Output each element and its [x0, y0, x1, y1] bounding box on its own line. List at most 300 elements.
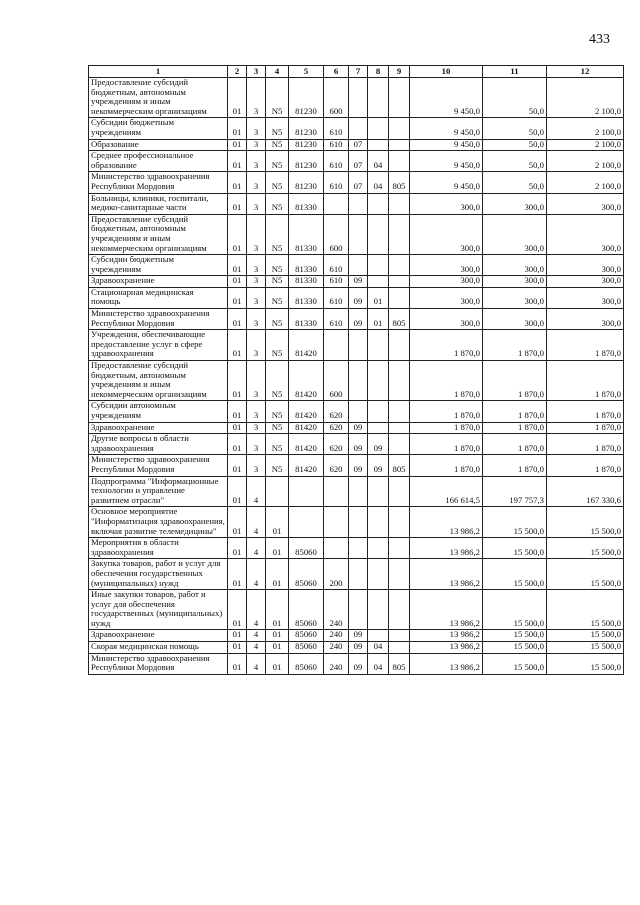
amount-cell: 2 100,0 [547, 151, 624, 172]
amount-cell: 13 986,2 [410, 642, 483, 654]
column-header: 1 [89, 66, 228, 78]
amount-cell: 1 870,0 [410, 434, 483, 455]
budget-table [88, 65, 624, 675]
code-cell: 01 [228, 139, 247, 151]
code-cell: 09 [349, 653, 368, 674]
code-cell: 81330 [289, 193, 324, 214]
code-cell: 01 [266, 559, 289, 590]
code-cell [368, 361, 389, 401]
code-cell [368, 476, 389, 507]
code-cell [289, 507, 324, 538]
code-cell: N5 [266, 118, 289, 139]
code-cell [389, 330, 410, 361]
code-cell: 85060 [289, 559, 324, 590]
code-cell: 01 [228, 422, 247, 434]
code-cell [368, 330, 389, 361]
code-cell [389, 476, 410, 507]
code-cell [368, 193, 389, 214]
code-cell [349, 330, 368, 361]
row-name-cell: Здравоохранение [89, 422, 228, 434]
code-cell [368, 422, 389, 434]
code-cell: 81420 [289, 401, 324, 422]
table-row [89, 434, 624, 455]
code-cell [368, 214, 389, 254]
column-header: 6 [324, 66, 349, 78]
code-cell: 81230 [289, 78, 324, 118]
amount-cell: 1 870,0 [547, 455, 624, 476]
amount-cell: 1 870,0 [483, 422, 547, 434]
table-row [89, 476, 624, 507]
amount-cell: 1 870,0 [547, 434, 624, 455]
code-cell: 3 [247, 276, 266, 288]
code-cell [349, 214, 368, 254]
code-cell: 01 [228, 401, 247, 422]
code-cell: 07 [349, 139, 368, 151]
amount-cell: 300,0 [547, 214, 624, 254]
amount-cell: 15 500,0 [483, 538, 547, 559]
code-cell: 3 [247, 287, 266, 308]
row-name-cell: Министерство здравоохранения Республики Мордовия [89, 309, 228, 330]
table-row [89, 287, 624, 308]
column-header: 12 [547, 66, 624, 78]
amount-cell: 1 870,0 [483, 434, 547, 455]
code-cell [368, 538, 389, 559]
code-cell: 3 [247, 309, 266, 330]
table-row [89, 401, 624, 422]
code-cell: 81330 [289, 214, 324, 254]
code-cell: 610 [324, 309, 349, 330]
amount-cell: 1 870,0 [547, 401, 624, 422]
code-cell [349, 118, 368, 139]
code-cell [389, 401, 410, 422]
code-cell: 805 [389, 309, 410, 330]
code-cell: 01 [228, 630, 247, 642]
amount-cell: 50,0 [483, 172, 547, 193]
amount-cell: 300,0 [547, 255, 624, 276]
amount-cell: 13 986,2 [410, 653, 483, 674]
code-cell: 01 [228, 507, 247, 538]
amount-cell: 300,0 [410, 255, 483, 276]
code-cell: 805 [389, 455, 410, 476]
code-cell [389, 118, 410, 139]
amount-cell: 1 870,0 [547, 361, 624, 401]
code-cell: 01 [228, 276, 247, 288]
code-cell: 85060 [289, 653, 324, 674]
code-cell: 4 [247, 590, 266, 630]
code-cell [349, 507, 368, 538]
amount-cell: 9 450,0 [410, 118, 483, 139]
code-cell: 09 [349, 434, 368, 455]
code-cell: 01 [228, 559, 247, 590]
code-cell: 01 [266, 507, 289, 538]
code-cell [368, 630, 389, 642]
code-cell: 09 [349, 287, 368, 308]
code-cell: 01 [228, 455, 247, 476]
code-cell [324, 330, 349, 361]
amount-cell: 1 870,0 [547, 422, 624, 434]
code-cell: 240 [324, 630, 349, 642]
amount-cell: 13 986,2 [410, 630, 483, 642]
amount-cell: 300,0 [547, 287, 624, 308]
row-name-cell: Предоставление субсидий бюджетным, автономным учреждениям и иным некоммерческим организациям [89, 214, 228, 254]
code-cell: 4 [247, 630, 266, 642]
code-cell: 3 [247, 361, 266, 401]
code-cell: 04 [368, 642, 389, 654]
code-cell: 600 [324, 78, 349, 118]
code-cell: 09 [368, 455, 389, 476]
code-cell [389, 590, 410, 630]
table-row [89, 330, 624, 361]
amount-cell: 13 986,2 [410, 559, 483, 590]
amount-cell: 300,0 [483, 276, 547, 288]
code-cell: 01 [228, 642, 247, 654]
code-cell: 01 [228, 538, 247, 559]
row-name-cell: Образование [89, 139, 228, 151]
code-cell: 85060 [289, 630, 324, 642]
amount-cell: 1 870,0 [410, 330, 483, 361]
amount-cell: 1 870,0 [410, 455, 483, 476]
amount-cell: 1 870,0 [410, 422, 483, 434]
row-name-cell: Субсидии бюджетным учреждениям [89, 118, 228, 139]
row-name-cell: Субсидии автономным учреждениям [89, 401, 228, 422]
code-cell: 81330 [289, 255, 324, 276]
amount-cell: 9 450,0 [410, 139, 483, 151]
code-cell [389, 151, 410, 172]
amount-cell: 50,0 [483, 118, 547, 139]
amount-cell: 15 500,0 [547, 538, 624, 559]
code-cell [389, 507, 410, 538]
column-header: 2 [228, 66, 247, 78]
code-cell: 610 [324, 139, 349, 151]
code-cell: 3 [247, 422, 266, 434]
code-cell: 3 [247, 172, 266, 193]
code-cell: N5 [266, 401, 289, 422]
code-cell: 3 [247, 193, 266, 214]
code-cell: N5 [266, 139, 289, 151]
table-row [89, 193, 624, 214]
table-row [89, 538, 624, 559]
code-cell: 240 [324, 642, 349, 654]
amount-cell: 1 870,0 [547, 330, 624, 361]
code-cell: 81230 [289, 139, 324, 151]
column-header: 9 [389, 66, 410, 78]
table-row [89, 630, 624, 642]
table-row [89, 172, 624, 193]
table-row [89, 455, 624, 476]
code-cell: 04 [368, 151, 389, 172]
row-name-cell: Министерство здравоохранения Республики Мордовия [89, 455, 228, 476]
code-cell: 01 [228, 118, 247, 139]
code-cell: 01 [368, 309, 389, 330]
code-cell: 81230 [289, 172, 324, 193]
amount-cell: 300,0 [483, 193, 547, 214]
code-cell [324, 507, 349, 538]
code-cell: 200 [324, 559, 349, 590]
row-name-cell: Среднее профессиональное образование [89, 151, 228, 172]
code-cell: 805 [389, 653, 410, 674]
column-header: 3 [247, 66, 266, 78]
table-row [89, 255, 624, 276]
amount-cell: 300,0 [410, 309, 483, 330]
code-cell: 04 [368, 653, 389, 674]
code-cell: N5 [266, 78, 289, 118]
code-cell: 01 [228, 151, 247, 172]
code-cell [349, 361, 368, 401]
row-name-cell: Скорая медицинская помощь [89, 642, 228, 654]
amount-cell: 15 500,0 [483, 590, 547, 630]
code-cell: 4 [247, 507, 266, 538]
code-cell: 3 [247, 330, 266, 361]
row-name-cell: Иные закупки товаров, работ и услуг для обеспечения государственных (муниципальных) нужд [89, 590, 228, 630]
table-row [89, 151, 624, 172]
code-cell: 01 [228, 590, 247, 630]
code-cell: 3 [247, 118, 266, 139]
code-cell: N5 [266, 309, 289, 330]
code-cell: 09 [349, 276, 368, 288]
code-cell [349, 255, 368, 276]
code-cell: 01 [266, 590, 289, 630]
code-cell: 09 [368, 434, 389, 455]
code-cell [389, 214, 410, 254]
amount-cell: 300,0 [410, 214, 483, 254]
amount-cell: 167 330,6 [547, 476, 624, 507]
code-cell: 3 [247, 455, 266, 476]
code-cell: 81420 [289, 455, 324, 476]
code-cell [324, 193, 349, 214]
amount-cell: 50,0 [483, 78, 547, 118]
code-cell [289, 476, 324, 507]
code-cell: N5 [266, 455, 289, 476]
code-cell: 610 [324, 255, 349, 276]
row-name-cell: Мероприятия в области здравоохранения [89, 538, 228, 559]
row-name-cell: Министерство здравоохранения Республики Мордовия [89, 653, 228, 674]
table-row [89, 78, 624, 118]
row-name-cell: Министерство здравоохранения Республики Мордовия [89, 172, 228, 193]
amount-cell: 9 450,0 [410, 78, 483, 118]
row-name-cell: Субсидии бюджетным учреждениям [89, 255, 228, 276]
table-row [89, 309, 624, 330]
code-cell: 01 [266, 538, 289, 559]
code-cell: N5 [266, 172, 289, 193]
code-cell: N5 [266, 434, 289, 455]
code-cell [389, 538, 410, 559]
amount-cell: 300,0 [410, 193, 483, 214]
table-row [89, 214, 624, 254]
code-cell: 610 [324, 172, 349, 193]
code-cell [349, 193, 368, 214]
table-row [89, 422, 624, 434]
amount-cell: 300,0 [410, 287, 483, 308]
row-name-cell: Другие вопросы в области здравоохранения [89, 434, 228, 455]
code-cell: 01 [228, 330, 247, 361]
code-cell: N5 [266, 287, 289, 308]
table-row [89, 361, 624, 401]
code-cell: 3 [247, 139, 266, 151]
code-cell [389, 642, 410, 654]
code-cell [389, 255, 410, 276]
code-cell: 620 [324, 455, 349, 476]
code-cell: N5 [266, 193, 289, 214]
column-header: 5 [289, 66, 324, 78]
amount-cell: 2 100,0 [547, 78, 624, 118]
code-cell [389, 193, 410, 214]
code-cell [389, 422, 410, 434]
code-cell [368, 255, 389, 276]
code-cell: 81330 [289, 287, 324, 308]
amount-cell: 13 986,2 [410, 538, 483, 559]
amount-cell: 300,0 [547, 193, 624, 214]
code-cell: 01 [228, 361, 247, 401]
table-row [89, 118, 624, 139]
code-cell: 04 [368, 172, 389, 193]
code-cell: 01 [228, 653, 247, 674]
code-cell: 09 [349, 422, 368, 434]
amount-cell: 1 870,0 [410, 401, 483, 422]
row-name-cell: Здравоохранение [89, 276, 228, 288]
amount-cell: 50,0 [483, 151, 547, 172]
code-cell: 620 [324, 434, 349, 455]
row-name-cell: Подпрограмма "Информационные технологии и управление развитием отрасли" [89, 476, 228, 507]
code-cell [389, 434, 410, 455]
row-name-cell: Стационарная медицинская помощь [89, 287, 228, 308]
amount-cell: 300,0 [410, 276, 483, 288]
amount-cell: 50,0 [483, 139, 547, 151]
amount-cell: 300,0 [483, 287, 547, 308]
code-cell [389, 559, 410, 590]
code-cell: N5 [266, 330, 289, 361]
code-cell: 01 [368, 287, 389, 308]
code-cell: 610 [324, 118, 349, 139]
code-cell [389, 630, 410, 642]
code-cell [349, 78, 368, 118]
code-cell: 600 [324, 214, 349, 254]
amount-cell: 166 614,5 [410, 476, 483, 507]
code-cell: 01 [228, 172, 247, 193]
code-cell: 81420 [289, 330, 324, 361]
code-cell: 01 [228, 309, 247, 330]
code-cell [368, 590, 389, 630]
table-row [89, 642, 624, 654]
column-header: 10 [410, 66, 483, 78]
row-name-cell: Больницы, клиники, госпитали, медико-санитарные части [89, 193, 228, 214]
table-row [89, 139, 624, 151]
code-cell: 01 [266, 653, 289, 674]
table-body [89, 78, 624, 675]
amount-cell: 15 500,0 [547, 590, 624, 630]
code-cell: N5 [266, 214, 289, 254]
amount-cell: 9 450,0 [410, 172, 483, 193]
code-cell: 01 [266, 630, 289, 642]
code-cell: 09 [349, 309, 368, 330]
amount-cell: 300,0 [483, 214, 547, 254]
code-cell [349, 590, 368, 630]
code-cell: 3 [247, 214, 266, 254]
code-cell: 81330 [289, 309, 324, 330]
code-cell: 01 [266, 642, 289, 654]
code-cell: 09 [349, 630, 368, 642]
code-cell: 600 [324, 361, 349, 401]
amount-cell: 1 870,0 [483, 330, 547, 361]
code-cell [368, 276, 389, 288]
code-cell [389, 78, 410, 118]
code-cell: 01 [228, 78, 247, 118]
code-cell: 3 [247, 255, 266, 276]
code-cell: 3 [247, 78, 266, 118]
code-cell: 620 [324, 422, 349, 434]
amount-cell: 13 986,2 [410, 507, 483, 538]
code-cell: 85060 [289, 642, 324, 654]
code-cell: 01 [228, 214, 247, 254]
amount-cell: 15 500,0 [547, 653, 624, 674]
code-cell: 81230 [289, 118, 324, 139]
code-cell: 620 [324, 401, 349, 422]
column-header: 11 [483, 66, 547, 78]
code-cell: N5 [266, 361, 289, 401]
code-cell: 81420 [289, 434, 324, 455]
code-cell: 01 [228, 476, 247, 507]
row-name-cell: Предоставление субсидий бюджетным, автономным учреждениям и иным некоммерческим организациям [89, 78, 228, 118]
amount-cell: 15 500,0 [547, 642, 624, 654]
amount-cell: 300,0 [547, 309, 624, 330]
amount-cell: 2 100,0 [547, 139, 624, 151]
amount-cell: 300,0 [483, 255, 547, 276]
amount-cell: 197 757,3 [483, 476, 547, 507]
code-cell: 4 [247, 476, 266, 507]
code-cell: 3 [247, 434, 266, 455]
code-cell: 4 [247, 538, 266, 559]
amount-cell: 15 500,0 [547, 507, 624, 538]
amount-cell: 15 500,0 [483, 559, 547, 590]
code-cell [349, 538, 368, 559]
amount-cell: 1 870,0 [483, 361, 547, 401]
code-cell: 610 [324, 151, 349, 172]
code-cell [349, 476, 368, 507]
amount-cell: 1 870,0 [483, 401, 547, 422]
table-row [89, 590, 624, 630]
code-cell [368, 118, 389, 139]
code-cell [324, 538, 349, 559]
amount-cell: 2 100,0 [547, 172, 624, 193]
column-header: 4 [266, 66, 289, 78]
code-cell [389, 287, 410, 308]
code-cell: 805 [389, 172, 410, 193]
column-header: 7 [349, 66, 368, 78]
code-cell: 4 [247, 559, 266, 590]
code-cell [368, 507, 389, 538]
amount-cell: 13 986,2 [410, 590, 483, 630]
code-cell [389, 276, 410, 288]
code-cell: 3 [247, 401, 266, 422]
code-cell: 85060 [289, 538, 324, 559]
code-cell: N5 [266, 422, 289, 434]
table-row [89, 276, 624, 288]
row-name-cell: Здравоохранение [89, 630, 228, 642]
row-name-cell: Основное мероприятие "Информатизация здравоохранения, включая развитие телемедицины" [89, 507, 228, 538]
amount-cell: 15 500,0 [547, 630, 624, 642]
table-row [89, 507, 624, 538]
code-cell: 610 [324, 287, 349, 308]
amount-cell: 15 500,0 [483, 507, 547, 538]
code-cell [368, 559, 389, 590]
code-cell [389, 361, 410, 401]
amount-cell: 300,0 [547, 276, 624, 288]
code-cell: 09 [349, 642, 368, 654]
code-cell: 07 [349, 172, 368, 193]
row-name-cell: Предоставление субсидий бюджетным, автономным учреждениям и иным некоммерческим организациям [89, 361, 228, 401]
code-cell [368, 78, 389, 118]
code-cell: 01 [228, 434, 247, 455]
row-name-cell: Учреждения, обеспечивающие предоставление услуг в сфере здравоохранения [89, 330, 228, 361]
